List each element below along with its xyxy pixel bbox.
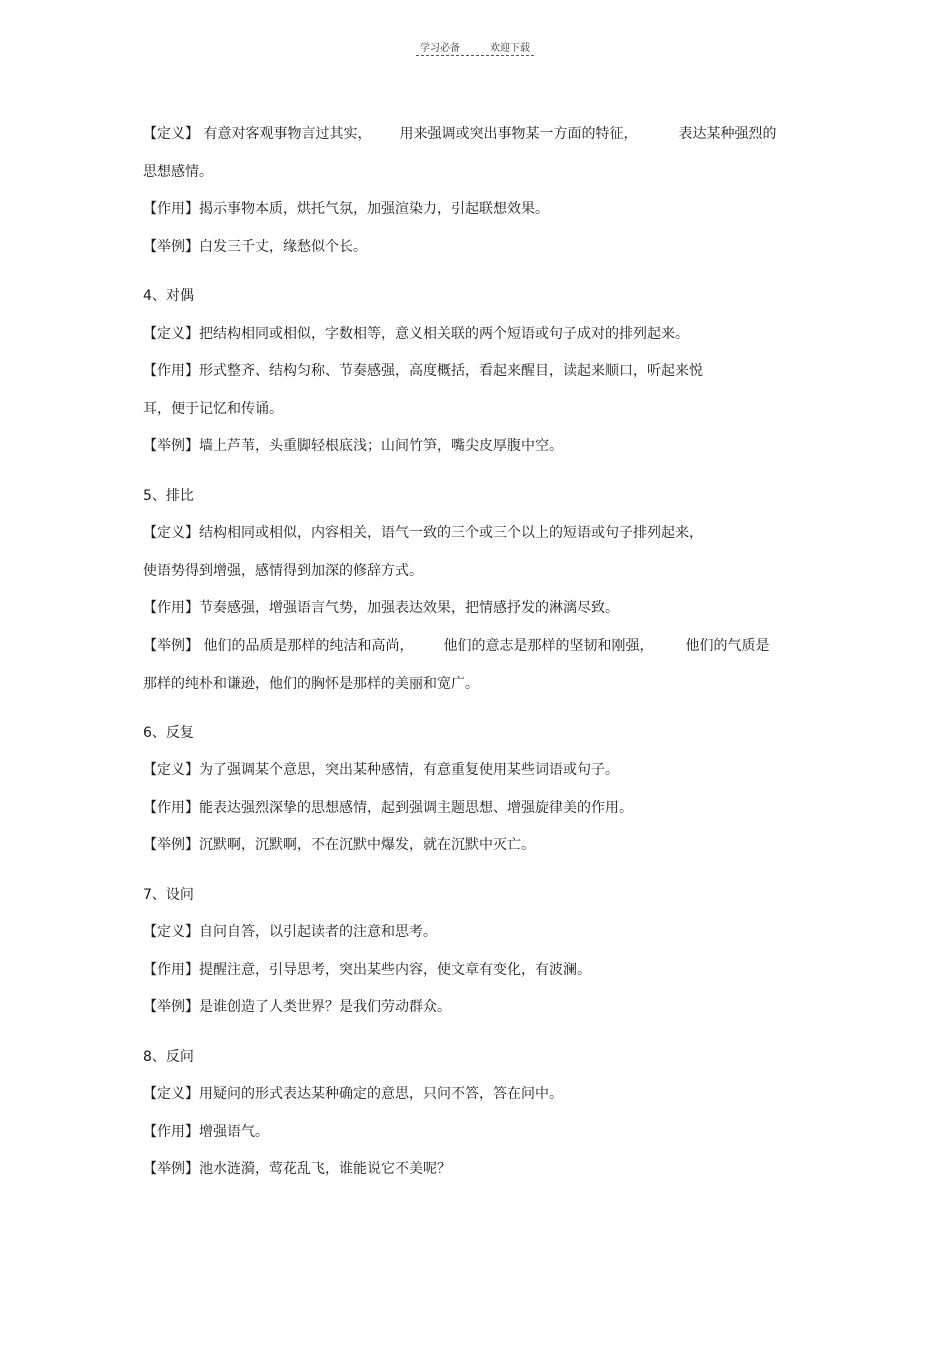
section-heading-parallelism: 5、排比 <box>143 488 194 504</box>
rhetorical-question-definition: 【定义】用疑问的形式表达某种确定的意思，只问不答，答在问中。 <box>143 1086 563 1102</box>
page-header <box>0 39 950 54</box>
text-segment: 【举例】 他们的品质是那样的纯洁和高尚， <box>143 638 414 654</box>
hyperbole-definition-line-1 <box>143 124 776 144</box>
section-heading-rhetorical-question: 8、反问 <box>143 1049 194 1065</box>
parallelism-example-line-1 <box>143 636 769 656</box>
header-right-text: 欢迎下载 <box>490 43 530 54</box>
hyperbole-function: 【作用】揭示事物本质，烘托气氛，加强渲染力，引起联想效果。 <box>143 201 549 217</box>
rhetorical-qa-example: 【举例】是谁创造了人类世界？是我们劳动群众。 <box>143 999 451 1015</box>
section-heading-rhetorical-qa: 7、设问 <box>143 887 194 903</box>
hyperbole-example: 【举例】白发三千丈，缘愁似个长。 <box>143 239 367 255</box>
antithesis-example: 【举例】墙上芦苇，头重脚轻根底浅；山间竹笋，嘴尖皮厚腹中空。 <box>143 438 563 454</box>
text-segment: 他们的气质是 <box>685 638 770 654</box>
rhetorical-qa-function: 【作用】提醒注意，引导思考，突出某些内容，使文章有变化，有波澜。 <box>143 962 591 978</box>
repetition-function: 【作用】能表达强烈深挚的思想感情，起到强调主题思想、增强旋律美的作用。 <box>143 800 633 816</box>
text-segment: 他们的意志是那样的坚韧和刚强， <box>443 638 654 654</box>
repetition-example: 【举例】沉默啊，沉默啊，不在沉默中爆发，就在沉默中灭亡。 <box>143 837 535 853</box>
header-left-text: 学习必备 <box>420 43 460 54</box>
parallelism-definition-line-2: 使语势得到增强，感情得到加深的修辞方式。 <box>143 563 423 579</box>
section-heading-antithesis: 4、对偶 <box>143 288 194 304</box>
section-heading-repetition: 6、反复 <box>143 725 194 741</box>
parallelism-function: 【作用】节奏感强，增强语言气势，加强表达效果，把情感抒发的淋漓尽致。 <box>143 600 619 616</box>
rhetorical-question-example: 【举例】池水涟漪，莺花乱飞，谁能说它不美呢？ <box>143 1161 451 1177</box>
rhetorical-qa-definition: 【定义】自问自答，以引起读者的注意和思考。 <box>143 924 437 940</box>
text-segment: 用来强调或突出事物某一方面的特征， <box>399 126 638 142</box>
parallelism-example-line-2: 那样的纯朴和谦逊，他们的胸怀是那样的美丽和宽广。 <box>143 676 479 692</box>
header-dashed-rule <box>416 55 534 56</box>
parallelism-definition-line-1: 【定义】结构相同或相似，内容相关，语气一致的三个或三个以上的短语或句子排列起来， <box>143 525 703 541</box>
repetition-definition: 【定义】为了强调某个意思，突出某种感情，有意重复使用某些词语或句子。 <box>143 762 619 778</box>
text-segment: 表达某种强烈的 <box>678 126 777 142</box>
antithesis-function-line-2: 耳，便于记忆和传诵。 <box>143 401 283 417</box>
text-segment: 【定义】 有意对客观事物言过其实， <box>143 126 372 142</box>
rhetorical-question-function: 【作用】增强语气。 <box>143 1124 269 1140</box>
antithesis-definition: 【定义】把结构相同或相似，字数相等，意义相关联的两个短语或句子成对的排列起来。 <box>143 326 689 342</box>
hyperbole-definition-line-2: 思想感情。 <box>143 164 213 180</box>
antithesis-function-line-1: 【作用】形式整齐、结构匀称、节奏感强，高度概括，看起来醒目，读起来顺口，听起来悦 <box>143 363 703 379</box>
